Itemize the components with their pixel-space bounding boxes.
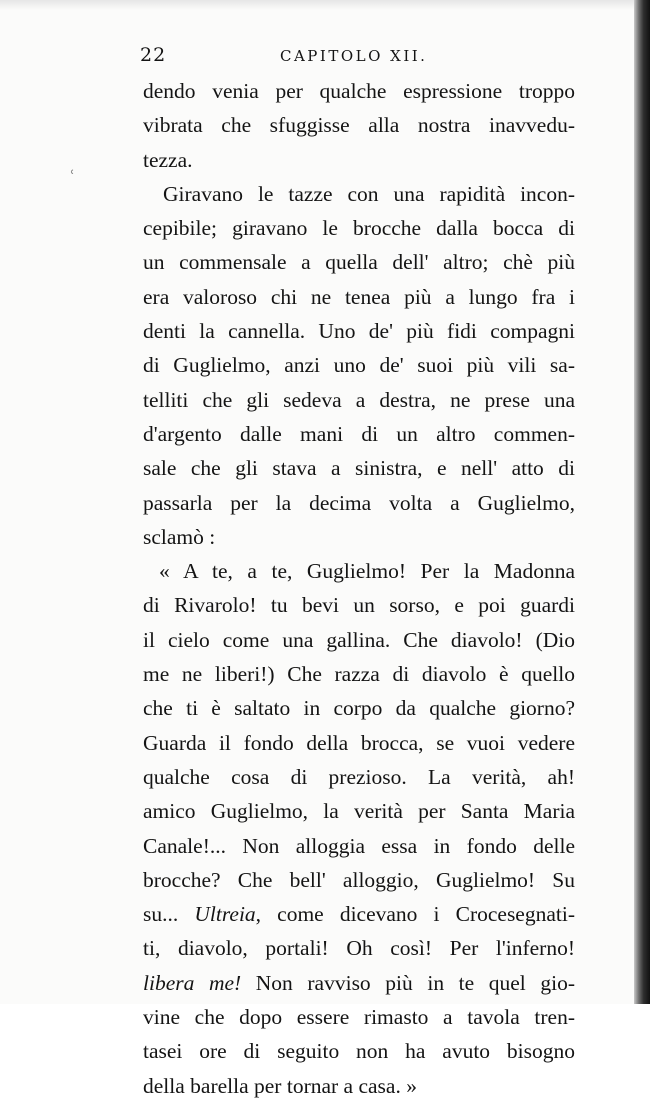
text-line: amico Guglielmo, la verità per Santa Maria [143,799,575,824]
margin-mark: ʿ [70,167,75,186]
page-binding-shadow [634,0,650,1004]
paragraph-start-line: « A te, a te, Guglielmo! Per la Madonna [159,559,575,584]
text-line: qualche cosa di prezioso. La verità, ah! [143,764,575,789]
text-line: telliti che gli sedeva a destra, ne prese una [143,387,575,412]
text-line: me ne liberi!) Che razza di diavolo è quello [143,662,575,687]
chapter-title: CAPITOLO XII. [280,47,428,65]
text-line: di Guglielmo, anzi uno de' suoi più vili sa- [143,353,575,378]
text-line: era valoroso chi ne tenea più a lungo fra i [143,284,575,309]
text-line: ti, diavolo, portali! Oh così! Per l'inferno! [143,936,575,961]
text-fragment: su... [143,902,195,927]
text-line: d'argento dalle mani di un altro commen- [143,421,575,446]
text-line: un commensale a quella dell' altro; chè più [143,250,575,275]
text-line: brocche? Che bell' alloggio, Guglielmo! Su [143,867,575,892]
text-line: passarla per la decima volta a Guglielmo, [143,490,575,515]
text-line: vine che dopo essere rimasto a tavola tren- [143,1005,575,1030]
text-fragment: , come dicevano i Crocesegnati- [255,902,575,927]
text-line: cepibile; giravano le brocche dalla bocca di [143,216,575,241]
text-line: dendo venia per qualche espressione troppo [143,79,575,103]
text-line: sale che gli stava a sinistra, e nell' atto di [143,456,575,481]
running-header [140,44,570,70]
text-line: di Rivarolo! tu bevi un sorso, e poi guardi [143,593,575,618]
text-fragment: Non ravviso più in te quel gio- [241,970,575,995]
text-line: tezza. [143,147,193,172]
text-line: il cielo come una gallina. Che diavolo! (Dio [143,627,575,652]
text-line [143,966,575,1000]
page-top-edge [0,0,650,10]
italic-word: Ultreia [194,902,256,927]
paragraph-start-line: Giravano le tazze con una rapidità incon- [163,181,575,206]
text-line: della barella per tornar a casa. » [143,1073,417,1098]
text-line: tasei ore di seguito non ha avuto bisogno [143,1039,575,1064]
text-line: sclamò : [143,524,216,549]
body-text [143,74,575,1103]
text-line: Canale!... Non alloggia essa in fondo delle [143,833,575,858]
text-line: vibrata che sfuggisse alla nostra inavvedu- [143,113,575,138]
page-number: 22 [140,44,167,66]
text-line: Guarda il fondo della brocca, se vuoi vedere [143,730,575,755]
text-line: denti la cannella. Uno de' più fidi compagni [143,319,575,344]
text-line [143,897,575,931]
text-line: che ti è saltato in corpo da qualche giorno? [143,696,575,721]
italic-phrase: libera me! [143,970,242,995]
